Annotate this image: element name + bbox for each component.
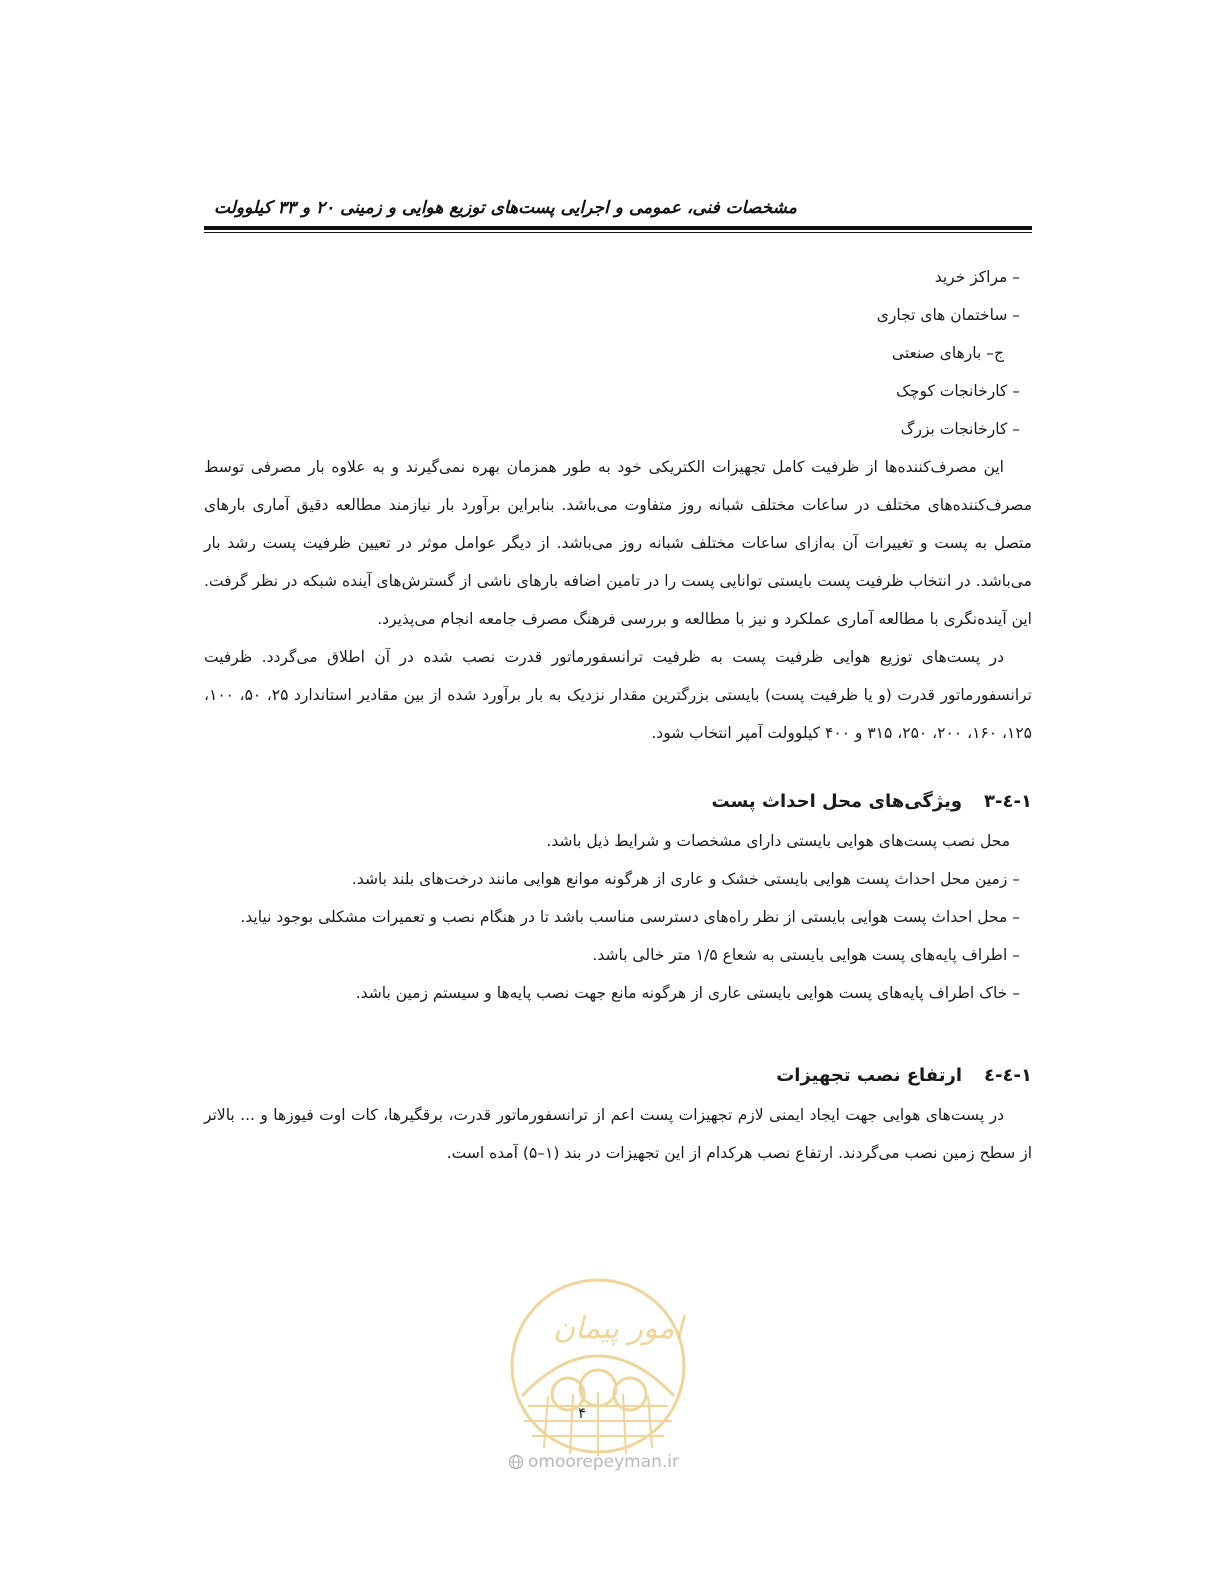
section-number: ۱-٤-۳ bbox=[984, 791, 1032, 812]
page-content bbox=[204, 258, 1032, 1172]
list-item: – محل احداث پست هوایی بایستی از نظر راه‌های دسترسی مناسب باشد تا در هنگام نصب و تعمیرات مشکلی بوجود نیاید. bbox=[240, 908, 1020, 926]
section-title: ارتفاع نصب تجهیزات bbox=[776, 1065, 963, 1086]
running-header bbox=[204, 198, 1032, 233]
list-item: – کارخانجات کوچک bbox=[896, 382, 1020, 400]
paragraph-installation-height: در پست‌های هوایی جهت ایجاد ایمنی لازم تجهیزات پست اعم از ترانسفورماتور قدرت، برقگیرها، کات اوت فیوزها و ... بالاتر از سطح زمین نصب می‌گردند. ارتفاع نصب هرکدام از این تجهیزات در بند (۱–۵) آمده است. bbox=[204, 1106, 1032, 1162]
section-heading bbox=[204, 782, 1032, 822]
list-item: – مراکز خرید bbox=[934, 268, 1020, 286]
header-rule-thin bbox=[204, 232, 1032, 233]
watermark-logo bbox=[498, 1276, 698, 1462]
section-heading bbox=[204, 1056, 1032, 1096]
section-intro: محل نصب پست‌های هوایی بایستی دارای مشخصات و شرایط ذیل باشد. bbox=[546, 832, 1010, 850]
section-title: ویژگی‌های محل احداث پست bbox=[711, 791, 963, 812]
page-number: ۴ bbox=[577, 1404, 587, 1422]
globe-icon bbox=[508, 1454, 524, 1470]
header-title: مشخصات فنی، عمومی و اجرایی پست‌های توزیع هوایی و زمینی ۲۰ و ۳۳ کیلوولت bbox=[214, 198, 797, 218]
section-number: ۱-٤-٤ bbox=[984, 1065, 1032, 1086]
watermark-site bbox=[508, 1452, 708, 1472]
list-item: – خاک اطراف پایه‌های پست هوایی بایستی عاری از هرگونه مانع جهت نصب پایه‌ها و سیستم زمین باشد. bbox=[355, 984, 1020, 1002]
header-rule bbox=[204, 226, 1032, 230]
paragraph-load-estimation: این مصرف‌کننده‌ها از ظرفیت کامل تجهیزات الکتریکی خود به طور همزمان بهره نمی‌گیرند و به علاوه بار مصرفی توسط مصرف‌کننده‌های مختلف در ساعات مختلف شبانه روز متفاوت می‌باشد. بنابراین برآورد بار نیازمند مطالعه دقیق آماری بارهای متصل به پست و تغییرات آن به‌ازای ساعات مختلف شبانه روز می‌باشد. از دیگر عوامل موثر در تعیین ظرفیت پست رشد بار می‌باشد. در انتخاب ظرفیت پست بایستی توانایی پست را در تامین اضافه بارهای ناشی از گسترش‌های آینده شبکه در نظر گرفت. این آینده‌نگری با مطالعه آماری عملکرد و نیز با مطالعه و بررسی فرهنگ مصرف جامعه انجام می‌پذیرد. bbox=[204, 458, 1032, 628]
watermark-text: امور پیمان bbox=[553, 1311, 683, 1346]
list-item: – ساختمان های تجاری bbox=[876, 306, 1020, 324]
list-item: – اطراف پایه‌های پست هوایی بایستی به شعاع ۱/۵ متر خالی باشد. bbox=[592, 946, 1020, 964]
list-item: – زمین محل احداث پست هوایی بایستی خشک و عاری از هرگونه موانع هوایی مانند درخت‌های بلند باشد. bbox=[351, 870, 1020, 888]
paragraph-transformer-capacity: در پست‌های توزیع هوایی ظرفیت پست به ظرفیت ترانسفورماتور قدرت نصب شده در آن اطلاق می‌گردد. ظرفیت ترانسفورماتور قدرت (و یا ظرفیت پست) بایستی بزرگترین مقدار نزدیک به بار برآورد شده از بین مقادیر استاندارد ۲۵، ۵۰، ۱۰۰، ۱۲۵، ۱۶۰، ۲۰۰، ۲۵۰، ۳۱۵ و ۴۰۰ کیلوولت آمپر انتخاب شود. bbox=[204, 648, 1032, 742]
list-item: ج– بارهای صنعتی bbox=[891, 344, 1004, 362]
list-item: – کارخانجات بزرگ bbox=[900, 420, 1020, 438]
site-url: omoorepeyman.ir bbox=[528, 1452, 680, 1472]
